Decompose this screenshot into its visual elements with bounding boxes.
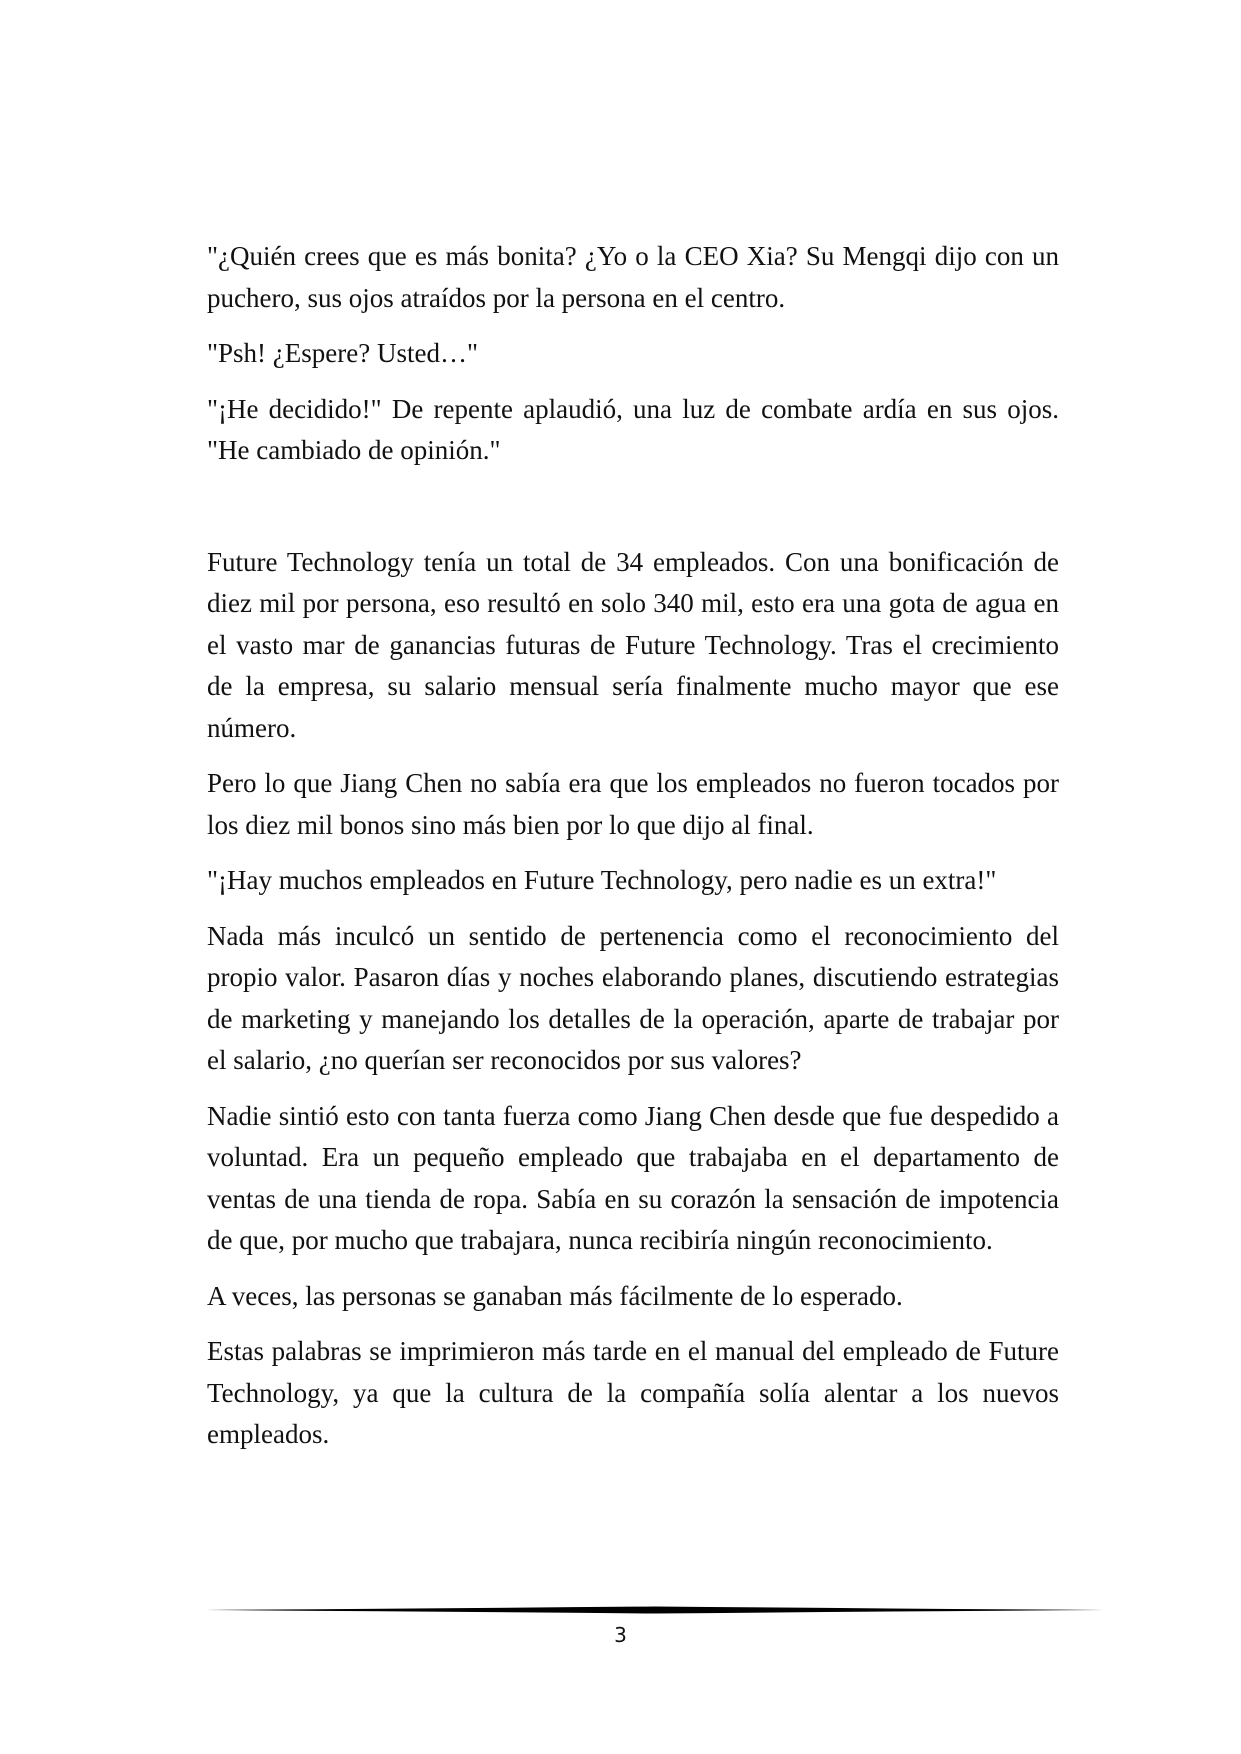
paragraph: Nada más inculcó un sentido de pertenencia como el reconocimiento del propio valor. Pasaron días y noches elaborando planes, discutiendo estrategias de marketing y manejando los detalles de la operación, aparte de trabajar por el salario, ¿no querían ser reconocidos por sus valores? xyxy=(207,920,1059,1075)
paragraph: Nadie sintió esto con tanta fuerza como Jiang Chen desde que fue despedido a voluntad. Era un pequeño empleado que trabajaba en el departamento de ventas de una tienda de ropa. Sabía en su corazón la sensación de impotencia de que, por mucho que trabajara, nunca recibiría ningún reconocimiento. xyxy=(207,1100,1059,1255)
paragraph: Pero lo que Jiang Chen no sabía era que los empleados no fueron tocados por los diez mil bonos sino más bien por lo que dijo al final. xyxy=(207,768,1059,840)
page-number: 3 xyxy=(614,1623,627,1647)
paragraph: Future Technology tenía un total de 34 empleados. Con una bonificación de diez mil por persona, eso resultó en solo 340 mil, esto era una gota de agua en el vasto mar de ganancias futuras de Future Technology. Tras el crecimiento de la empresa, su salario mensual sería finalmente mucho mayor que ese número. xyxy=(207,546,1059,743)
paragraph: "¡He decidido!" De repente aplaudió, una luz de combate ardía en sus ojos. "He cambiado de opinión." xyxy=(207,393,1059,465)
footer-divider xyxy=(205,1604,1105,1616)
paragraph: Estas palabras se imprimieron más tarde en el manual del empleado de Future Technology, ya que la cultura de la compañía solía alentar a los nuevos empleados. xyxy=(207,1336,1059,1449)
paragraph: "Psh! ¿Espere? Usted…" xyxy=(207,338,478,368)
paragraph: "¡Hay muchos empleados en Future Technology, pero nadie es un extra!" xyxy=(207,865,997,895)
paragraph: "¿Quién crees que es más bonita? ¿Yo o la CEO Xia? Su Mengqi dijo con un puchero, sus ojos atraídos por la persona en el centro. xyxy=(207,241,1059,313)
page-body xyxy=(207,236,1059,1470)
paragraph: A veces, las personas se ganaban más fácilmente de lo esperado. xyxy=(207,1280,903,1311)
section-break xyxy=(207,486,1059,542)
